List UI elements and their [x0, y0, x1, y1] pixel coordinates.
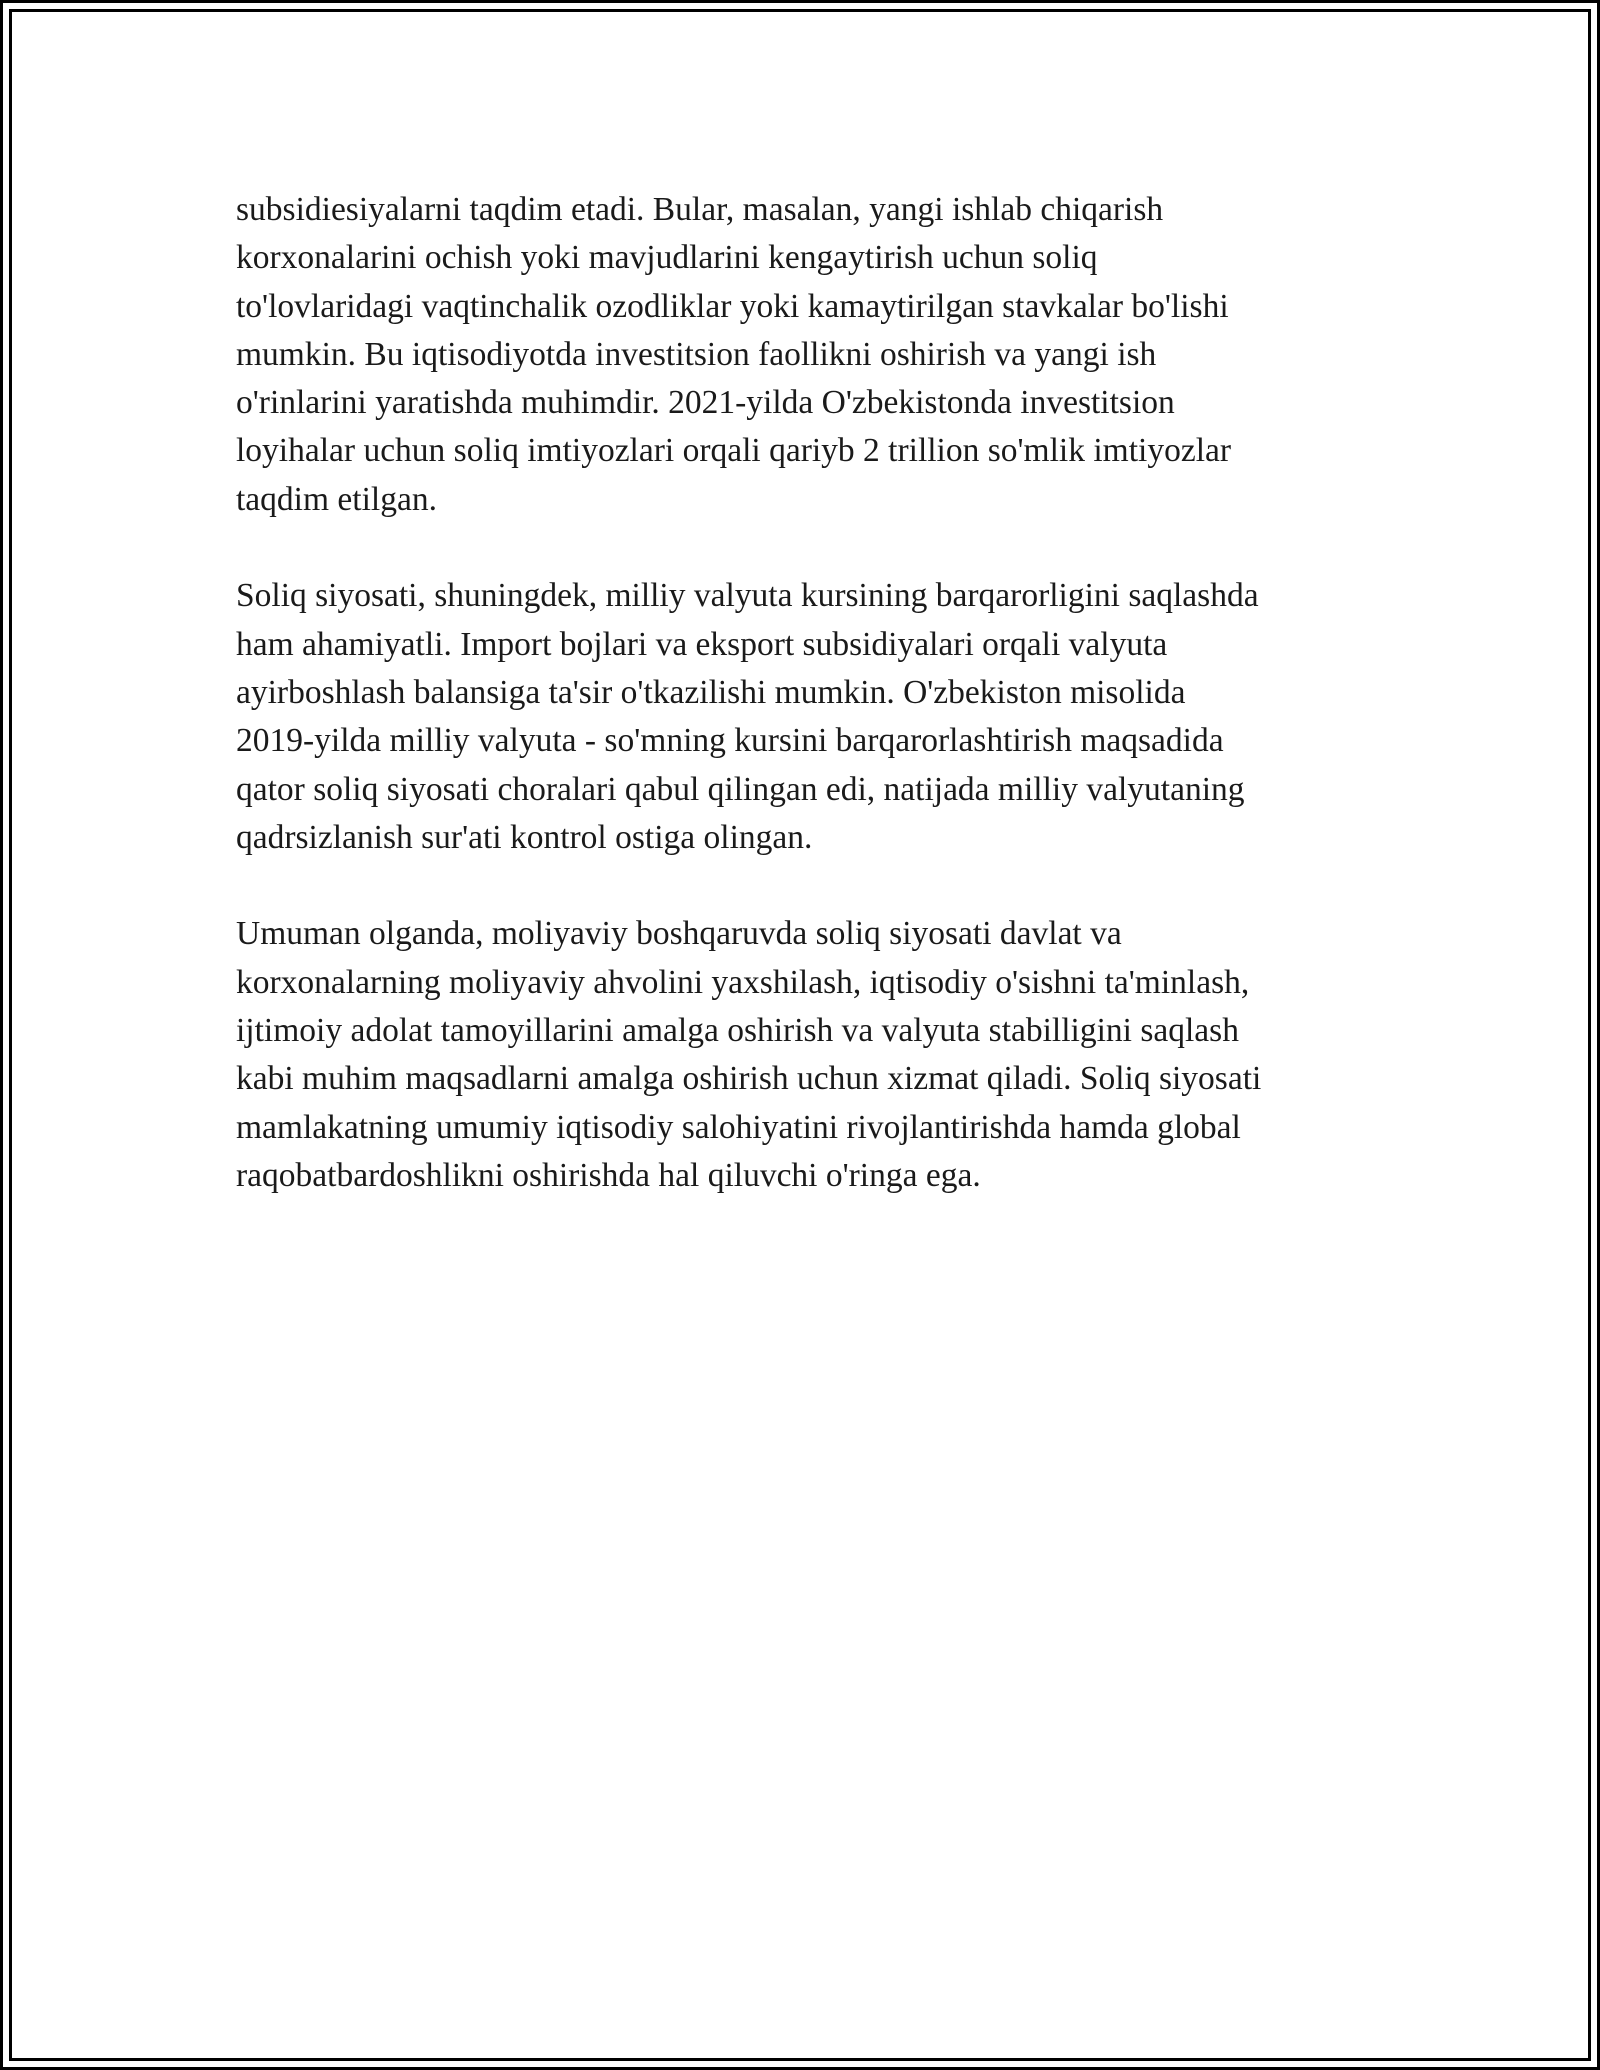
text-line: o'rinlarini yaratishda muhimdir. 2021-yilda O'zbekistonda investitsion: [236, 384, 1175, 422]
text-line: qadrsizlanish sur'ati kontrol ostiga olingan.: [236, 818, 813, 856]
text-line: 2019-yilda milliy valyuta - so'mning kursini barqarorlashtirish maqsadida: [236, 722, 1224, 760]
text-line: to'lovlaridagi vaqtinchalik ozodliklar yoki kamaytirilgan stavkalar bo'lishi: [236, 287, 1229, 325]
text-line: kabi muhim maqsadlarni amalga oshirish uchun xizmat qiladi. Soliq siyosati: [236, 1060, 1262, 1098]
text-line: ijtimoiy adolat tamoyillarini amalga oshirish va valyuta stabilligini saqlash: [236, 1012, 1239, 1050]
text-line: qator soliq siyosati choralari qabul qilingan edi, natijada milliy valyutaning: [236, 770, 1245, 808]
text-line: korxonalarning moliyaviy ahvolini yaxshilash, iqtisodiy o'sishni ta'minlash,: [236, 963, 1250, 1001]
paragraph-2: [236, 572, 1366, 862]
paragraph-3: [236, 910, 1366, 1200]
document-body: [236, 186, 1366, 1249]
text-line: mamlakatning umumiy iqtisodiy salohiyatini rivojlantirishda hamda global: [236, 1108, 1241, 1146]
text-line: subsidiesiyalarni taqdim etadi. Bular, masalan, yangi ishlab chiqarish: [236, 191, 1164, 228]
text-line: raqobatbardoshlikni oshirishda hal qiluvchi o'ringa ega.: [236, 1156, 981, 1194]
text-line: korxonalarini ochish yoki mavjudlarini kengaytirish uchun soliq: [236, 239, 1098, 277]
text-line: loyihalar uchun soliq imtiyozlari orqali qariyb 2 trillion so'mlik imtiyozlar: [236, 432, 1232, 470]
text-line: Umuman olganda, moliyaviy boshqaruvda soliq siyosati davlat va: [236, 915, 1122, 953]
text-line: ham ahamiyatli. Import bojlari va eksport subsidiyalari orqali valyuta: [236, 625, 1168, 663]
text-line: taqdim etilgan.: [236, 480, 437, 518]
paragraph-1: [236, 186, 1366, 524]
text-line: Soliq siyosati, shuningdek, milliy valyuta kursining barqarorligini saqlashda: [236, 577, 1259, 615]
text-line: mumkin. Bu iqtisodiyotda investitsion faollikni oshirish va yangi ish: [236, 335, 1157, 373]
text-line: ayirboshlash balansiga ta'sir o'tkazilishi mumkin. O'zbekiston misolida: [236, 673, 1186, 711]
